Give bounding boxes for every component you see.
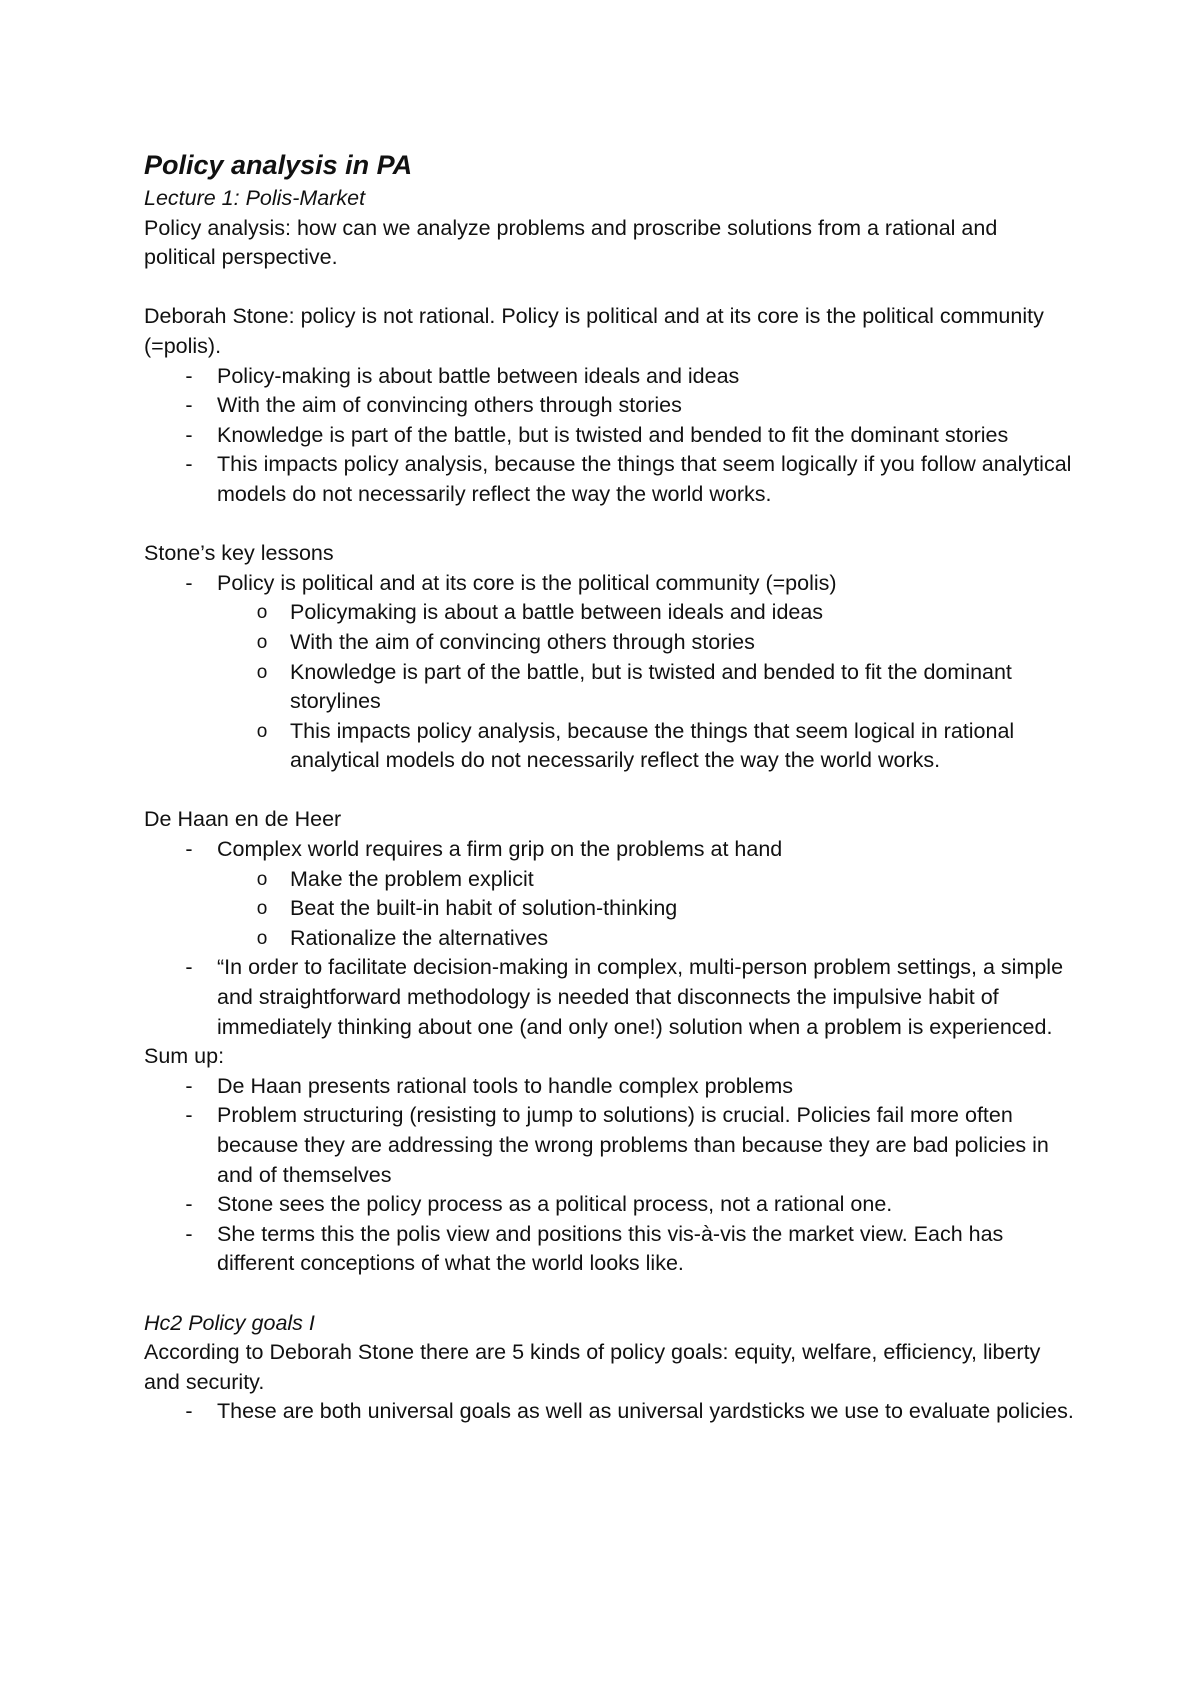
list-item-text: With the aim of convincing others through stories xyxy=(290,629,755,654)
list-item-text: Knowledge is part of the battle, but is twisted and bended to fit the dominant stories xyxy=(217,422,1009,447)
list-item xyxy=(144,1220,1074,1279)
dehaan-sub-list xyxy=(144,865,1074,954)
list-item xyxy=(144,1072,1074,1102)
dehaan-heading: De Haan en de Heer xyxy=(144,807,342,832)
list-item xyxy=(144,1190,1074,1220)
dash-bullet: - xyxy=(185,1073,193,1098)
dash-bullet: - xyxy=(185,422,193,447)
list-item-text: Policymaking is about a battle between ideals and ideas xyxy=(290,600,824,625)
dash-bullet: - xyxy=(185,393,193,418)
spacer xyxy=(144,273,1074,303)
hc2-bullet-list xyxy=(144,1397,1074,1427)
list-item-text: Complex world requires a firm grip on the problems at hand xyxy=(217,837,783,862)
sub-list-item xyxy=(144,894,1074,924)
stone-intro-paragraph: Deborah Stone: policy is not rational. Policy is political and at its core is the political community (=polis). xyxy=(144,304,1044,358)
list-item-text: Make the problem explicit xyxy=(290,866,534,891)
circle-bullet: o xyxy=(256,927,268,949)
circle-bullet: o xyxy=(256,868,268,890)
sub-list-item xyxy=(144,658,1074,717)
circle-bullet: o xyxy=(256,661,268,683)
sub-list-item xyxy=(144,924,1074,954)
list-item-text: She terms this the polis view and positions this vis-à-vis the market view. Each has different conceptions of what the world looks like. xyxy=(217,1221,1004,1276)
sumup-heading: Sum up: xyxy=(144,1044,225,1069)
dash-bullet: - xyxy=(185,1221,193,1246)
dash-bullet: - xyxy=(185,452,193,477)
document-page xyxy=(144,146,1074,1427)
list-item xyxy=(144,362,1074,392)
list-item-text: Policy is political and at its core is the political community (=polis) xyxy=(217,570,837,595)
hc2-intro-paragraph: According to Deborah Stone there are 5 kinds of policy goals: equity, welfare, efficiency, liberty and security. xyxy=(144,1340,1041,1394)
list-item-text: With the aim of convincing others through stories xyxy=(217,393,682,418)
list-item-text: Policy-making is about battle between ideals and ideas xyxy=(217,363,740,388)
dash-bullet: - xyxy=(185,570,193,595)
sub-list-item xyxy=(144,598,1074,628)
list-item xyxy=(144,1397,1074,1427)
list-item-text: Rationalize the alternatives xyxy=(290,925,549,950)
hc2-heading: Hc2 Policy goals I xyxy=(144,1310,315,1335)
lessons-heading: Stone’s key lessons xyxy=(144,541,334,566)
list-item xyxy=(144,835,1074,953)
circle-bullet: o xyxy=(256,602,268,624)
dash-bullet: - xyxy=(185,363,193,388)
dash-bullet: - xyxy=(185,1399,193,1424)
sub-list-item xyxy=(144,865,1074,895)
document-title: Policy analysis in PA xyxy=(144,150,413,180)
spacer xyxy=(144,510,1074,540)
list-item-text: Beat the built-in habit of solution-thinking xyxy=(290,896,678,921)
list-item-text: Knowledge is part of the battle, but is twisted and bended to fit the dominant storylines xyxy=(290,659,1012,714)
lessons-sub-list xyxy=(144,598,1074,776)
list-item xyxy=(144,421,1074,451)
list-item-text: This impacts policy analysis, because the things that seem logically if you follow analytical models do not necessarily reflect the way the world works. xyxy=(217,452,1072,506)
list-item xyxy=(144,1101,1074,1190)
dash-bullet: - xyxy=(185,955,193,980)
dash-bullet: - xyxy=(185,837,193,862)
list-item xyxy=(144,953,1074,1042)
list-item-text: Problem structuring (resisting to jump to solutions) is crucial. Policies fail more often because they are addressing the wrong problems than because they are bad policies in and of themselves xyxy=(217,1103,1049,1187)
list-item xyxy=(144,450,1074,509)
list-item-text: “In order to facilitate decision-making in complex, multi-person problem settings, a simple and straightforward methodology is needed that disconnects the impulsive habit of immediately thinking about one (and only one!) solution when a problem is experienced. xyxy=(217,955,1064,1039)
circle-bullet: o xyxy=(256,720,268,742)
list-item xyxy=(144,391,1074,421)
spacer xyxy=(144,1279,1074,1309)
lecture-1-heading: Lecture 1: Polis-Market xyxy=(144,186,366,210)
circle-bullet: o xyxy=(256,898,268,920)
dehaan-bullet-list xyxy=(144,835,1074,1042)
sub-list-item xyxy=(144,628,1074,658)
dash-bullet: - xyxy=(185,1192,193,1217)
sub-list-item xyxy=(144,717,1074,776)
circle-bullet: o xyxy=(256,631,268,653)
list-item-text: These are both universal goals as well as universal yardsticks we use to evaluate policies. xyxy=(217,1399,1074,1424)
list-item-text: Stone sees the policy process as a political process, not a rational one. xyxy=(217,1192,893,1217)
spacer xyxy=(144,776,1074,806)
dash-bullet: - xyxy=(185,1103,193,1128)
stone-bullet-list xyxy=(144,362,1074,510)
list-item xyxy=(144,569,1074,776)
lessons-bullet-list xyxy=(144,569,1074,776)
list-item-text: This impacts policy analysis, because the things that seem logical in rational analytical models do not necessarily reflect the way the world works. xyxy=(290,718,1015,773)
sumup-bullet-list xyxy=(144,1072,1074,1279)
list-item-text: De Haan presents rational tools to handle complex problems xyxy=(217,1073,794,1098)
intro-paragraph: Policy analysis: how can we analyze problems and proscribe solutions from a rational and political perspective. xyxy=(144,215,998,270)
